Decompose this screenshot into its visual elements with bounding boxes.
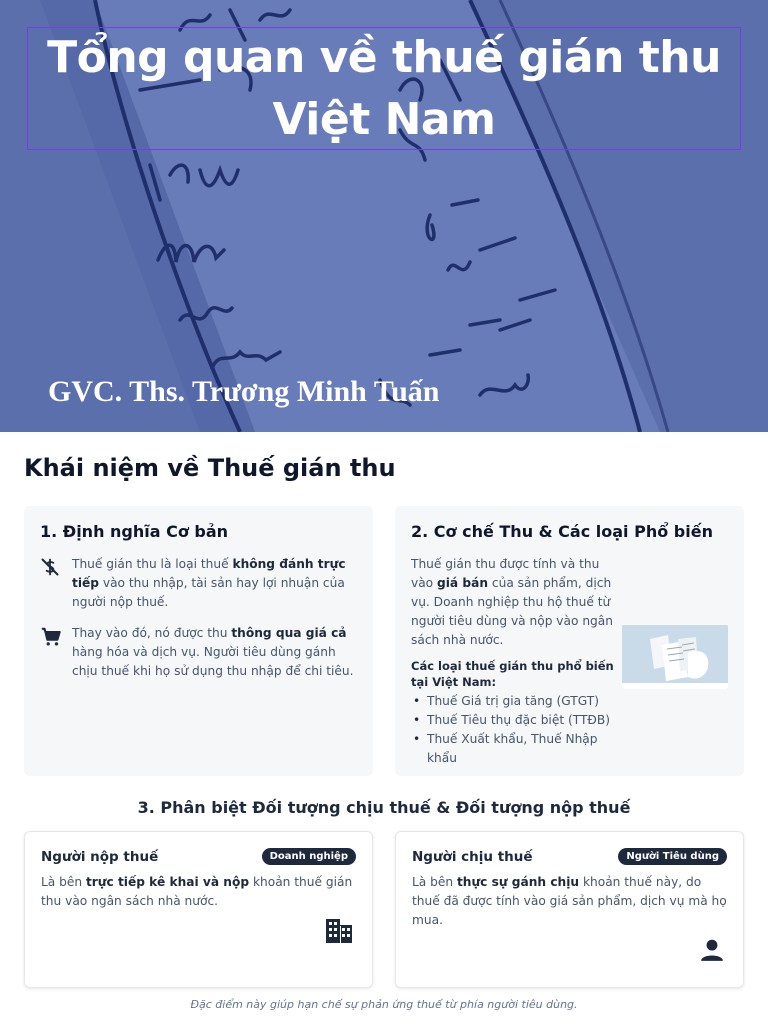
mechanism-heading: 2. Cơ chế Thu & Các loại Phổ biến: [411, 522, 713, 541]
cart-icon: [40, 624, 72, 652]
definition-point-2: Thay vào đó, nó được thu thông qua giá cả hàng hóa và dịch vụ. Người tiêu dùng gánh chịu thuế khi họ sử dụng thu nhập để chi tiêu.: [40, 624, 357, 681]
taxpayer-heading: Người nộp thuế: [41, 848, 159, 865]
footnote: Đặc điểm này giúp hạn chế sự phản ứng thuế từ phía người tiêu dùng.: [190, 998, 578, 1011]
taxpayer-card: [24, 831, 373, 988]
taxbearer-heading: Người chịu thuế: [412, 848, 533, 865]
person-icon: [699, 937, 725, 967]
list-item: • Thuế Giá trị gia tăng (GTGT): [411, 692, 621, 711]
definition-point-1: Thuế gián thu là loại thuế không đánh trực tiếp vào thu nhập, tài sản hay lợi nhuận của người nộp thuế.: [40, 555, 357, 612]
tax-types-list: [411, 692, 621, 768]
list-item: • Thuế Xuất khẩu, Thuế Nhập khẩu: [411, 730, 621, 768]
taxpayer-text: Là bên trực tiếp kê khai và nộp khoản thuế gián thu vào ngân sách nhà nước.: [41, 875, 353, 908]
definition-heading: 1. Định nghĩa Cơ bản: [40, 522, 229, 541]
mechanism-text: Thuế gián thu được tính và thu vào giá bán của sản phẩm, dịch vụ. Doanh nghiệp thu hộ thuế từ người tiêu dùng và nộp vào ngân sách nhà nước.: [411, 557, 613, 647]
comparison-heading: 3. Phân biệt Đối tượng chịu thuế & Đối tượng nộp thuế: [137, 798, 631, 817]
hero-banner: [0, 0, 768, 432]
page-title: Tổng quan về thuế gián thu Việt Nam: [47, 31, 721, 145]
no-money-icon: [40, 555, 72, 581]
taxbearer-text: Là bên thực sự gánh chịu khoản thuế này, do thuế đã được tính vào giá sản phẩm, dịch vụ mà họ mua.: [412, 875, 727, 927]
consumer-badge: Người Tiêu dùng: [618, 848, 727, 865]
building-icon: [324, 917, 354, 949]
title-frame: [27, 27, 741, 150]
mechanism-card: [395, 506, 744, 776]
definition-card: [24, 506, 373, 776]
author-name: GVC. Ths. Trương Minh Tuấn: [48, 375, 440, 408]
section-title: Khái niệm về Thuế gián thu: [24, 454, 396, 482]
taxbearer-card: [395, 831, 744, 988]
business-badge: Doanh nghiệp: [262, 848, 356, 865]
tax-types-heading: Các loại thuế gián thu phổ biến tại Việt Nam:: [411, 659, 614, 689]
list-item: • Thuế Tiêu thụ đặc biệt (TTĐB): [411, 711, 621, 730]
receipt-thumbnail-image: [622, 625, 728, 689]
